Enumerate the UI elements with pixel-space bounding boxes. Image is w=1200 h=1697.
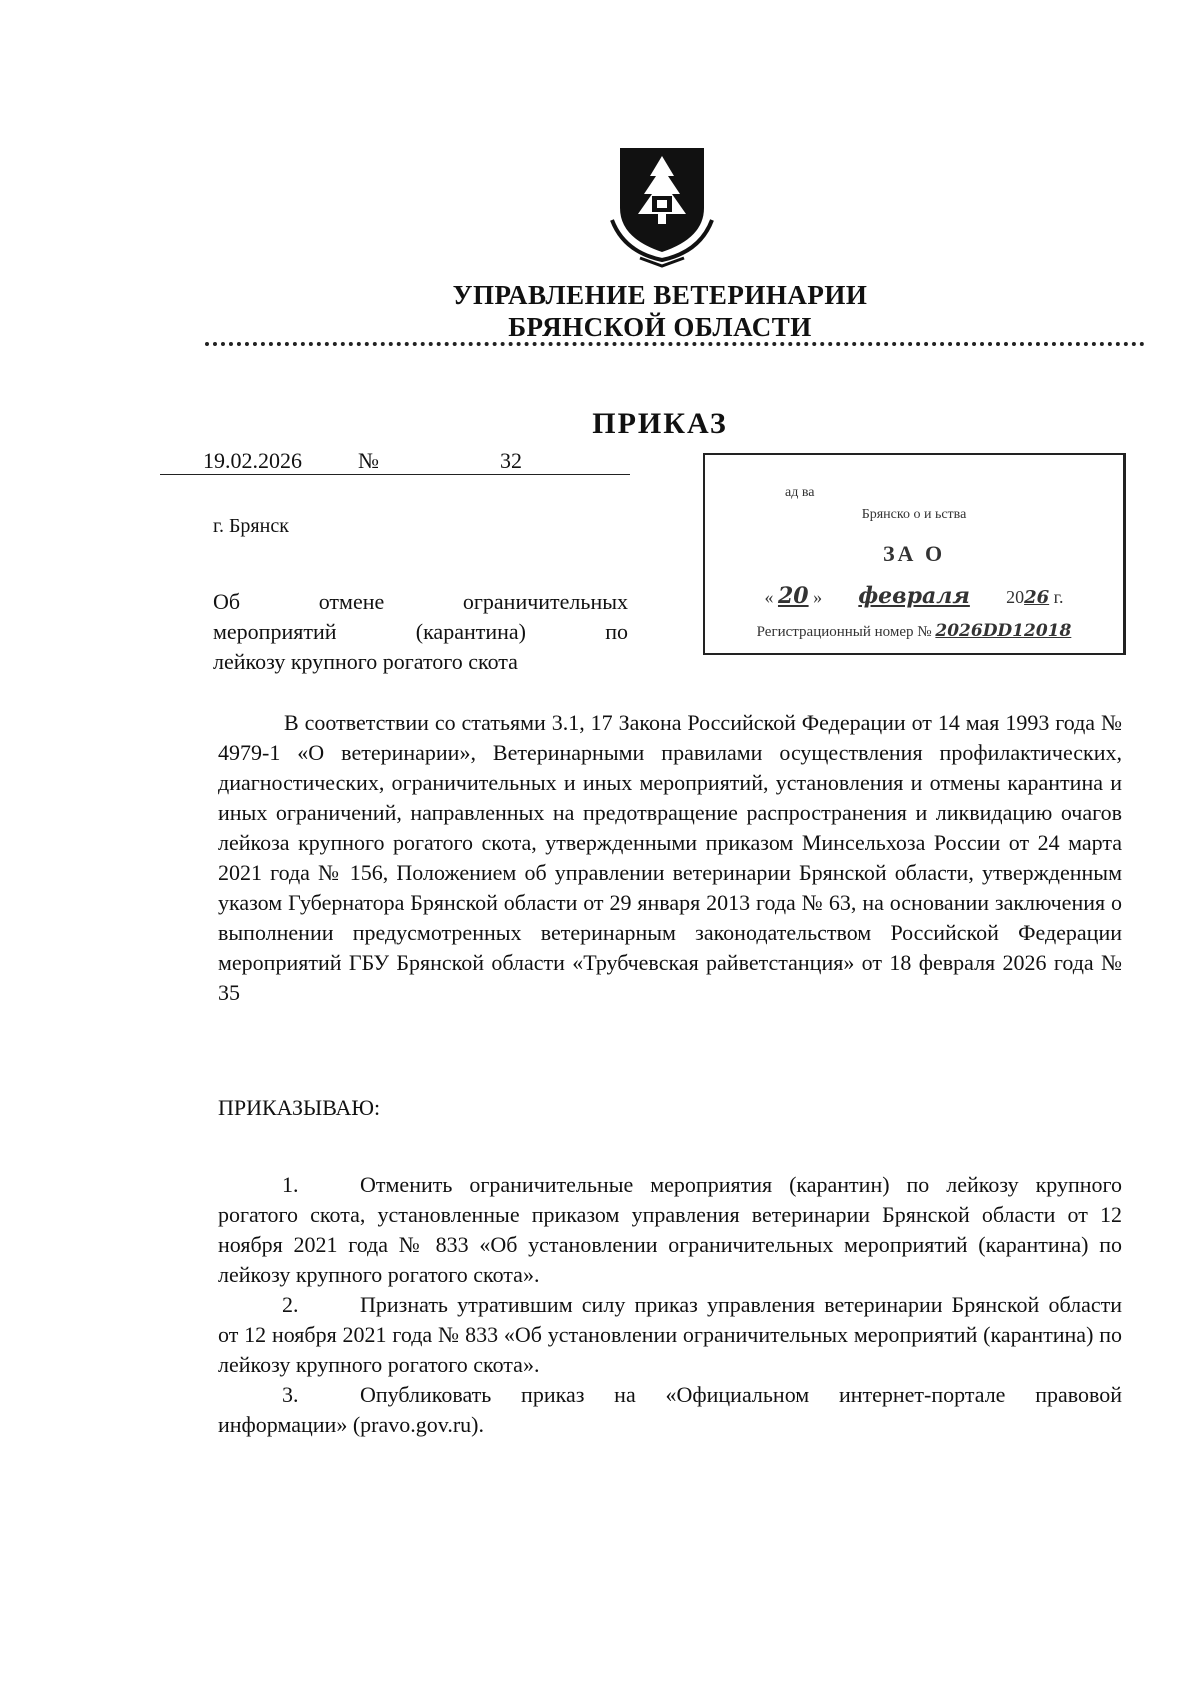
stamp-line2: Брянско о и ьства — [861, 507, 967, 522]
preamble-paragraph: В соответствии со статьями 3.1, 17 Закона Российской Федерации от 14 мая 1993 года № 4979-1 «О ветеринарии», Ветеринарными правилами осуществления профилактических, диагностических, ограничительных и иных мероприятий, установления и отмены карантина и иных ограничений, направленных на предотвращение распространения и ликвидацию очагов лейкоза крупного рогатого скота, утвержденными приказом Минсельхоза России от 24 марта 2021 года № 156, Положением об управлении ветеринарии Брянской области, утвержденным указом Губернатора Брянской области от 29 января 2013 года № 63, на основании заключения о выполнении предусмотренных ветеринарным законодательством Российской Федерации мероприятий ГБУ Брянской области «Трубчевская райветстанция» от 18 февраля 2026 года № 35 — [218, 710, 1122, 1005]
number-label: № — [358, 448, 379, 473]
order-date: 19.02.2026 — [203, 448, 302, 473]
order-item — [218, 1170, 1122, 1290]
document-title: ПРИКАЗ — [592, 407, 728, 440]
order-subject — [213, 587, 628, 677]
stamp-reg-label: Регистрационный номер № — [756, 624, 932, 640]
subject-line: Об отмене ограничительных — [213, 589, 628, 614]
stamp-line3: ЗА О — [882, 541, 946, 566]
item-number: 1. — [282, 1172, 299, 1197]
coat-of-arms-emblem — [610, 142, 714, 268]
item-text: Отменить ограничительные мероприятия (карантин) по лейкозу крупного рогатого скота, установленные приказом управления ветеринарии Брянской области от 12 ноября 2021 года № 833 «Об установлении ограничительных мероприятий (карантина) по лейкозу крупного рогатого скота». — [218, 1172, 1122, 1287]
order-word: ПРИКАЗЫВАЮ: — [218, 1095, 381, 1120]
item-number: 3. — [282, 1382, 299, 1407]
order-items — [218, 1170, 1122, 1440]
subject-line: лейкозу крупного рогатого скота — [213, 649, 518, 674]
dotted-divider — [205, 342, 1145, 346]
order-number: 32 — [500, 448, 522, 473]
order-item — [218, 1380, 1122, 1440]
stamp-month: февраля — [858, 583, 970, 609]
item-text: Признать утратившим силу приказ управления ветеринарии Брянской области от 12 ноября 2021 года № 833 «Об установлении ограничительных мероприятий (карантина) по лейкозу крупного рогатого скота». — [218, 1292, 1122, 1377]
stamp-reg-line — [705, 621, 1123, 641]
stamp-line1: ад ва — [785, 485, 815, 500]
organization-name-line1: УПРАВЛЕНИЕ ВЕТЕРИНАРИИ — [452, 280, 868, 310]
stamp-day: 20 — [777, 583, 809, 609]
date-number-line — [160, 448, 630, 475]
order-item — [218, 1290, 1122, 1380]
stamp-year-suffix: 26 — [1024, 587, 1050, 608]
stamp-year-prefix: 20 — [1006, 587, 1025, 607]
organization-name-line2: БРЯНСКОЙ ОБЛАСТИ — [508, 312, 812, 342]
stamp-year-label: г. — [1053, 587, 1064, 607]
item-number: 2. — [282, 1292, 299, 1317]
stamp-reg-number: 2026DD12018 — [935, 621, 1072, 641]
preamble — [218, 708, 1122, 1008]
subject-line: мероприятий (карантина) по — [213, 619, 628, 644]
stamp-date-line: « 20 » февраля 2026 г. — [764, 583, 1064, 609]
item-text: Опубликовать приказ на «Официальном интернет-портале правовой информации» (pravo.gov.ru). — [218, 1382, 1122, 1437]
city: г. Брянск — [213, 515, 289, 537]
registration-stamp — [703, 453, 1126, 655]
